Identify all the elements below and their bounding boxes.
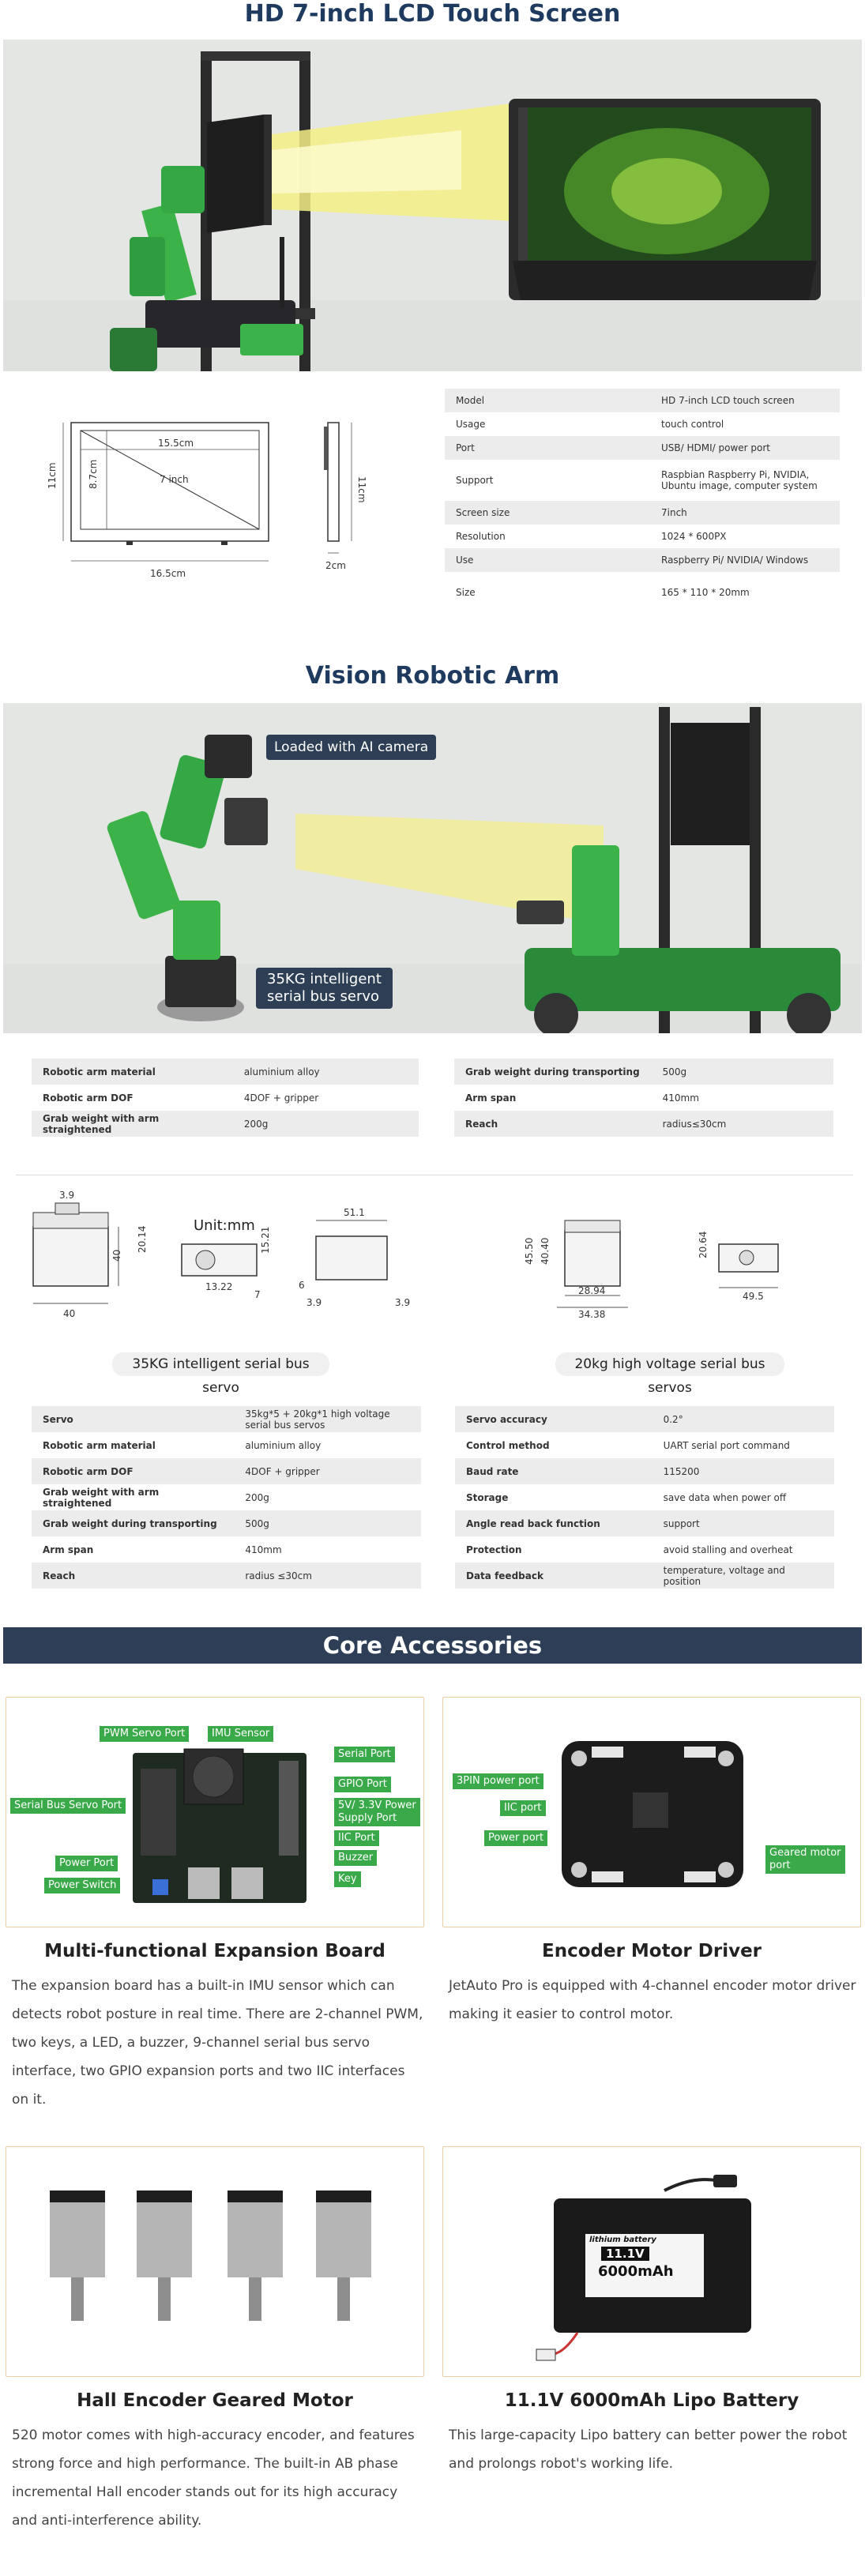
- tag-power-supply-line2: Supply Port: [338, 1812, 397, 1824]
- servo-l-dim5: 15.21: [260, 1226, 271, 1254]
- battery-label-volt: 11.1V: [601, 2247, 649, 2261]
- spec-value: 200g: [233, 1111, 419, 1137]
- tag-iic-port: IIC Port: [334, 1830, 379, 1846]
- core-header-bar: [3, 1627, 862, 1664]
- spec-row: [455, 1432, 834, 1458]
- servo-l-dim2: 40: [63, 1308, 76, 1319]
- spec-value: 1024 * 600PX: [650, 525, 840, 548]
- core-section-title: Core Accessories: [322, 1632, 543, 1659]
- tag-pwm-servo-port: PWM Servo Port: [100, 1726, 189, 1742]
- spec-value: 165 * 110 * 20mm: [650, 572, 840, 613]
- spec-key: Protection: [455, 1536, 653, 1563]
- arm-servo-label-line1: 35KG intelligent: [267, 971, 382, 987]
- spec-key: Robotic arm DOF: [32, 1085, 233, 1111]
- spec-key: Grab weight with arm straightened: [32, 1111, 233, 1137]
- spec-value: 500g: [234, 1510, 421, 1536]
- servo-caption-right: 20kg high voltage serial bus servos: [555, 1352, 784, 1376]
- battery-text-1: This large-capacity Lipo battery can better power the robot: [449, 2427, 848, 2443]
- spec-value: 35kg*5 + 20kg*1 high voltage serial bus servos: [234, 1406, 421, 1432]
- lcd-dim-outer-h: 11cm: [47, 462, 58, 489]
- battery-label-top: lithium battery: [589, 2236, 656, 2244]
- geared-motor-title: Hall Encoder Geared Motor: [77, 2390, 353, 2411]
- lcd-dim-width: 15.5cm: [158, 438, 194, 449]
- spec-row: [32, 1458, 421, 1484]
- battery-text: [449, 2421, 865, 2478]
- spec-row: [445, 436, 840, 460]
- spec-key: Arm span: [454, 1085, 652, 1111]
- motor-driver-title: Encoder Motor Driver: [541, 1941, 762, 1961]
- lcd-dim-height: 8.7cm: [88, 459, 99, 489]
- expansion-board-card: [6, 1697, 424, 1927]
- tag-buzzer: Buzzer: [334, 1850, 377, 1866]
- spec-value: 410mm: [234, 1536, 421, 1563]
- spec-row: [445, 412, 840, 436]
- servo-unit-label: Unit:mm: [194, 1217, 255, 1234]
- tag-power-supply-port: [334, 1798, 420, 1826]
- spec-value: 115200: [653, 1458, 834, 1484]
- tag-serial-port: Serial Port: [334, 1747, 395, 1762]
- spec-key: Baud rate: [455, 1458, 653, 1484]
- spec-key: Data feedback: [455, 1563, 653, 1589]
- spec-key: Control method: [455, 1432, 653, 1458]
- spec-row: [32, 1536, 421, 1563]
- servo-l-dim10: 3.9: [307, 1297, 322, 1308]
- servo-l-dim4: 40: [111, 1249, 122, 1262]
- expansion-board-text-3: two keys, a LED, a buzzer, 9-channel serial bus servo: [12, 2035, 370, 2051]
- lcd-section-title: HD 7-inch LCD Touch Screen: [244, 0, 621, 28]
- battery-text-2: and prolongs robot's working life.: [449, 2456, 674, 2472]
- tag-power-supply-line1: 5V/ 3.3V Power: [338, 1799, 416, 1811]
- servo-r-dim6: 49.5: [743, 1291, 764, 1302]
- spec-key: Reach: [454, 1111, 652, 1137]
- motor-driver-card: [442, 1697, 861, 1927]
- servo-r-dim3: 28.94: [578, 1285, 606, 1296]
- spec-value: touch control: [650, 412, 840, 436]
- spec-row: [32, 1111, 419, 1137]
- spec-key: Screen size: [445, 501, 650, 525]
- spec-key: Servo accuracy: [455, 1406, 653, 1432]
- spec-row: [32, 1510, 421, 1536]
- servo-r-dim5: 20.64: [698, 1231, 709, 1258]
- spec-row: [445, 460, 840, 501]
- battery-label-cap: 6000mAh: [598, 2263, 674, 2280]
- servo-l-dim3: 20.14: [137, 1225, 148, 1253]
- spec-key: Grab weight during transporting: [454, 1059, 652, 1085]
- spec-key: Robotic arm material: [32, 1059, 233, 1085]
- spec-key: Angle read back function: [455, 1510, 653, 1536]
- spec-value: 4DOF + gripper: [234, 1458, 421, 1484]
- tag-geared-motor-port: [765, 1845, 845, 1874]
- servo-r-dim4: 34.38: [578, 1309, 606, 1320]
- tag-power-port: Power Port: [55, 1856, 118, 1871]
- servo-drawing-left: [24, 1189, 434, 1343]
- spec-row: [455, 1484, 834, 1510]
- geared-motor-text-4: and anti-interference ability.: [12, 2513, 202, 2529]
- spec-key: Arm span: [32, 1536, 234, 1563]
- lcd-dim-side-h: 11cm: [356, 476, 367, 503]
- spec-value: 7inch: [650, 501, 840, 525]
- spec-value: aluminium alloy: [233, 1059, 419, 1085]
- arm-spec-table-left: [32, 1059, 419, 1137]
- battery-card: [442, 2146, 861, 2377]
- servo-r-dim1: 45.50: [524, 1237, 535, 1265]
- spec-row: [32, 1484, 421, 1510]
- servo-l-dim9: 6: [299, 1280, 305, 1291]
- spec-value: Raspberry Pi/ NVIDIA/ Windows: [650, 548, 840, 572]
- tag-3pin-power-port: 3PIN power port: [453, 1773, 543, 1789]
- expansion-board-text-1: The expansion board has a built-in IMU sensor which can: [12, 1978, 395, 1994]
- geared-motor-card: [6, 2146, 424, 2377]
- servo-l-dim11: 3.9: [395, 1297, 411, 1308]
- spec-key: Model: [445, 389, 650, 412]
- spec-row: [445, 572, 840, 613]
- spec-row: [455, 1406, 834, 1432]
- spec-row: [454, 1085, 833, 1111]
- tag-serial-bus-servo-port: Serial Bus Servo Port: [10, 1798, 126, 1814]
- arm-camera-label: Loaded with AI camera: [266, 735, 436, 760]
- geared-motor-text: [12, 2421, 431, 2535]
- tag-driver-power-port: Power port: [484, 1830, 547, 1846]
- spec-value: HD 7-inch LCD touch screen: [650, 389, 840, 412]
- spec-value: support: [653, 1510, 834, 1536]
- spec-value: avoid stalling and overheat: [653, 1536, 834, 1563]
- servo-l-dim8: 51.1: [344, 1207, 365, 1218]
- spec-value: Raspbian Raspberry Pi, NVIDIA, Ubuntu image, computer system: [650, 460, 840, 501]
- tag-geared-motor-line2: port: [769, 1860, 791, 1871]
- spec-row: [445, 548, 840, 572]
- spec-row: [32, 1563, 421, 1589]
- servo-caption-left: 35KG intelligent serial bus servo: [112, 1352, 329, 1376]
- spec-key: Support: [445, 460, 650, 501]
- spec-row: [455, 1536, 834, 1563]
- motor-driver-text-1: JetAuto Pro is equipped with 4-channel encoder motor driver: [449, 1978, 856, 1994]
- lcd-dim-diag: 7 inch: [160, 474, 189, 485]
- spec-value: 200g: [234, 1484, 421, 1510]
- spec-row: [455, 1510, 834, 1536]
- servo-l-dim7: 7: [254, 1289, 261, 1300]
- spec-key: Port: [445, 436, 650, 460]
- servo-l-dim6: 13.22: [205, 1281, 233, 1292]
- spec-key: Size: [445, 572, 650, 613]
- tag-driver-iic-port: IIC port: [500, 1800, 546, 1816]
- spec-row: [445, 389, 840, 412]
- spec-row: [455, 1458, 834, 1484]
- lcd-dimension-drawing: [32, 391, 411, 604]
- spec-key: Usage: [445, 412, 650, 436]
- spec-value: 0.2°: [653, 1406, 834, 1432]
- expansion-board-text-5: on it.: [12, 2092, 47, 2108]
- lcd-spec-table: [445, 389, 840, 613]
- spec-value: temperature, voltage and position: [653, 1563, 834, 1589]
- spec-value: UART serial port command: [653, 1432, 834, 1458]
- spec-value: 500g: [652, 1059, 833, 1085]
- servo-r-dim2: 40.40: [540, 1237, 551, 1265]
- arm-servo-label-line2: serial bus servo: [267, 988, 380, 1005]
- motor-driver-text-2: making it easier to control motor.: [449, 2006, 674, 2022]
- servo-spec-table-left: [32, 1406, 421, 1589]
- spec-key: Use: [445, 548, 650, 572]
- battery-title: 11.1V 6000mAh Lipo Battery: [504, 2390, 799, 2411]
- spec-key: Robotic arm DOF: [32, 1458, 234, 1484]
- servo-l-dim1: 3.9: [59, 1190, 75, 1201]
- tag-imu-sensor: IMU Sensor: [208, 1726, 273, 1742]
- spec-value: USB/ HDMI/ power port: [650, 436, 840, 460]
- arm-hero-image: [3, 703, 862, 1033]
- spec-row: [445, 525, 840, 548]
- spec-value: radius ≤30cm: [234, 1563, 421, 1589]
- expansion-board-text: [12, 1972, 431, 2114]
- spec-value: save data when power off: [653, 1484, 834, 1510]
- spec-key: Grab weight with arm straightened: [32, 1484, 234, 1510]
- tag-key: Key: [334, 1871, 361, 1887]
- spec-row: [455, 1563, 834, 1589]
- servo-spec-table-right: [455, 1406, 834, 1589]
- spec-row: [32, 1059, 419, 1085]
- lcd-hero-image: [3, 39, 862, 371]
- spec-value: aluminium alloy: [234, 1432, 421, 1458]
- spec-key: Storage: [455, 1484, 653, 1510]
- motor-driver-text: [449, 1972, 865, 2029]
- spec-value: 410mm: [652, 1085, 833, 1111]
- tag-gpio-port: GPIO Port: [334, 1777, 391, 1792]
- arm-spec-table-right: [454, 1059, 833, 1137]
- spec-key: Resolution: [445, 525, 650, 548]
- servo-drawing-right: [506, 1209, 837, 1335]
- spec-key: Servo: [32, 1406, 234, 1432]
- spec-row: [445, 501, 840, 525]
- geared-motor-text-2: strong force and high performance. The built-in AB phase: [12, 2456, 398, 2472]
- lcd-dim-outer-w: 16.5cm: [150, 568, 186, 579]
- spec-value: 4DOF + gripper: [233, 1085, 419, 1111]
- spec-row: [32, 1085, 419, 1111]
- tag-power-switch: Power Switch: [44, 1878, 120, 1893]
- spec-row: [454, 1111, 833, 1137]
- expansion-board-title: Multi-functional Expansion Board: [44, 1941, 385, 1961]
- spec-key: Grab weight during transporting: [32, 1510, 234, 1536]
- expansion-board-text-2: detects robot posture in real time. There are 2-channel PWM,: [12, 2006, 423, 2022]
- arm-section-title: Vision Robotic Arm: [305, 662, 560, 690]
- tag-geared-motor-line1: Geared motor: [769, 1847, 841, 1859]
- spec-row: [32, 1406, 421, 1432]
- spec-key: Reach: [32, 1563, 234, 1589]
- geared-motor-text-1: 520 motor comes with high-accuracy encoder, and features: [12, 2427, 415, 2443]
- lcd-dim-side-d: 2cm: [325, 560, 346, 571]
- spec-value: radius≤30cm: [652, 1111, 833, 1137]
- geared-motor-text-3: incremental Hall encoder stands out for its high accuracy: [12, 2484, 398, 2500]
- spec-row: [454, 1059, 833, 1085]
- arm-servo-label: [256, 968, 393, 1009]
- expansion-board-text-4: interface, two GPIO expansion ports and two IIC interfaces: [12, 2063, 405, 2079]
- spec-row: [32, 1432, 421, 1458]
- spec-key: Robotic arm material: [32, 1432, 234, 1458]
